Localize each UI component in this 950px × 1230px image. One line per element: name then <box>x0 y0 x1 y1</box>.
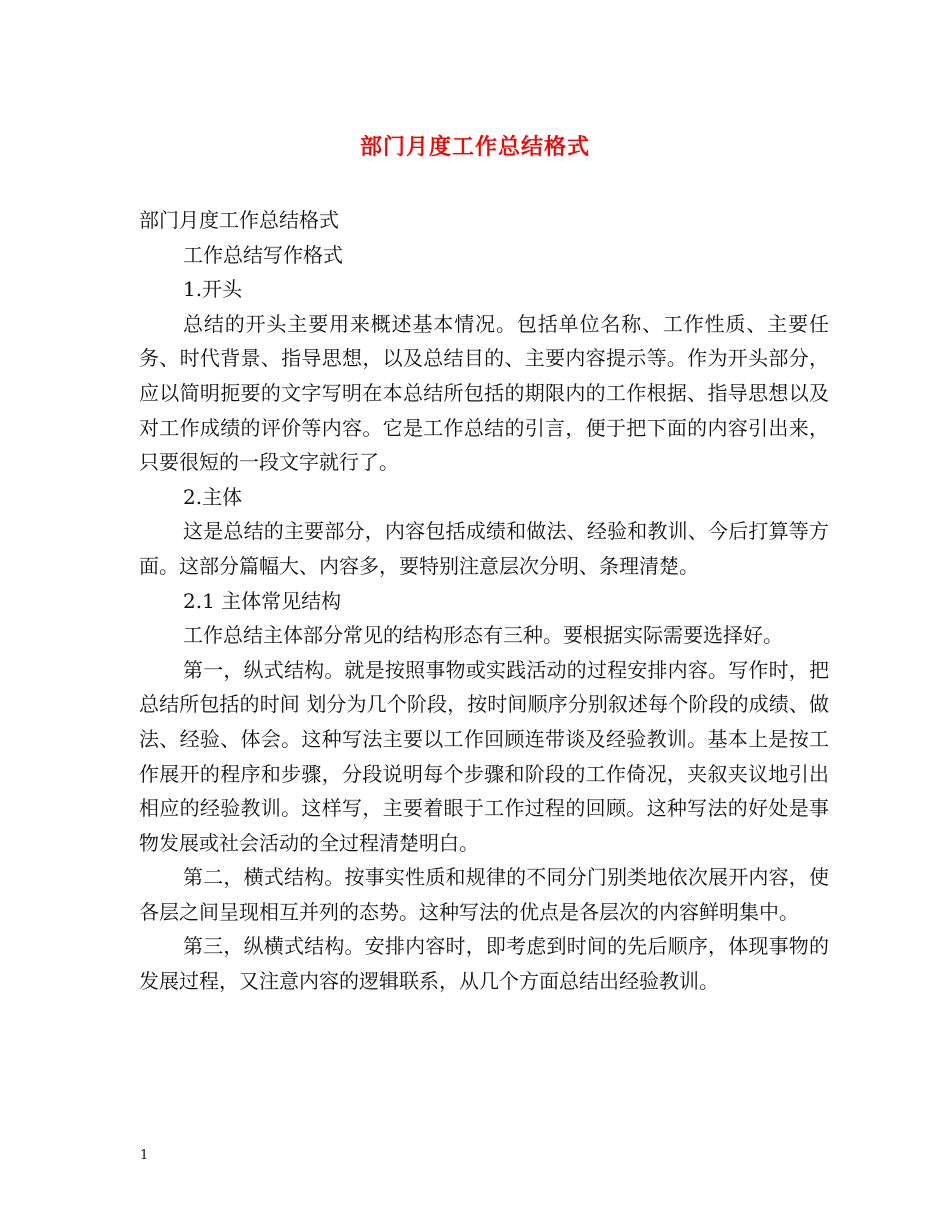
paragraph-main-body-description: 这是总结的主要部分，内容包括成绩和做法、经验和教训、今后打算等方面。这部分篇幅大、内容多，要特别注意层次分明、条理清楚。 <box>139 519 829 578</box>
section-heading-main-body: 2.主体 <box>183 484 243 509</box>
paragraph-opening-description: 总结的开头主要用来概述基本情况。包括单位名称、工作性质、主要任务、时代背景、指导思想，以及总结目的、主要内容提示等。作为开头部分，应以简明扼要的文字写明在本总结所包括的期限内的工作根据、指导思想以及对工作成绩的评价等内容。它是工作总结的引言，便于把下面的内容引出来，只要很短的一段文字就行了。 <box>139 311 829 475</box>
paragraph-horizontal-structure: 第二，横式结构。按事实性质和规律的不同分门别类地依次展开内容，使各层之间呈现相互并列的态势。这种写法的优点是各层次的内容鲜明集中。 <box>139 865 829 924</box>
document-title: 部门月度工作总结格式 <box>359 134 590 160</box>
paragraph-structure-intro: 工作总结主体部分常见的结构形态有三种。要根据实际需要选择好。 <box>183 623 783 648</box>
page-number: 1 <box>140 1148 149 1163</box>
subsection-heading-structure: 2.1 主体常见结构 <box>183 588 342 613</box>
paragraph-combined-structure: 第三，纵横式结构。安排内容时，即考虑到时间的先后顺序，体现事物的发展过程，又注意内容的逻辑联系，从几个方面总结出经验教训。 <box>139 934 829 994</box>
document-body <box>139 203 829 999</box>
section-heading-writing-format: 工作总结写作格式 <box>183 242 343 267</box>
section-heading-opening: 1.开头 <box>183 277 243 302</box>
body-paragraph-heading: 部门月度工作总结格式 <box>139 208 339 232</box>
paragraph-vertical-structure: 第一，纵式结构。就是按照事物或实践活动的过程安排内容。写作时，把总结所包括的时间 划分为几个阶段，按时间顺序分别叙述每个阶段的成绩、做法、经验、体会。这种写法主要以工作回顾连带谈及经验教训。基本上是按工作展开的程序和步骤，分段说明每个步骤和阶段的工作倚况，夹叙夹议地引出相应的经验教训。这样写，主要着眼于工作过程的回顾。这种写法的好处是事物发展或社会活动的全过程清楚明白。 <box>139 657 829 855</box>
